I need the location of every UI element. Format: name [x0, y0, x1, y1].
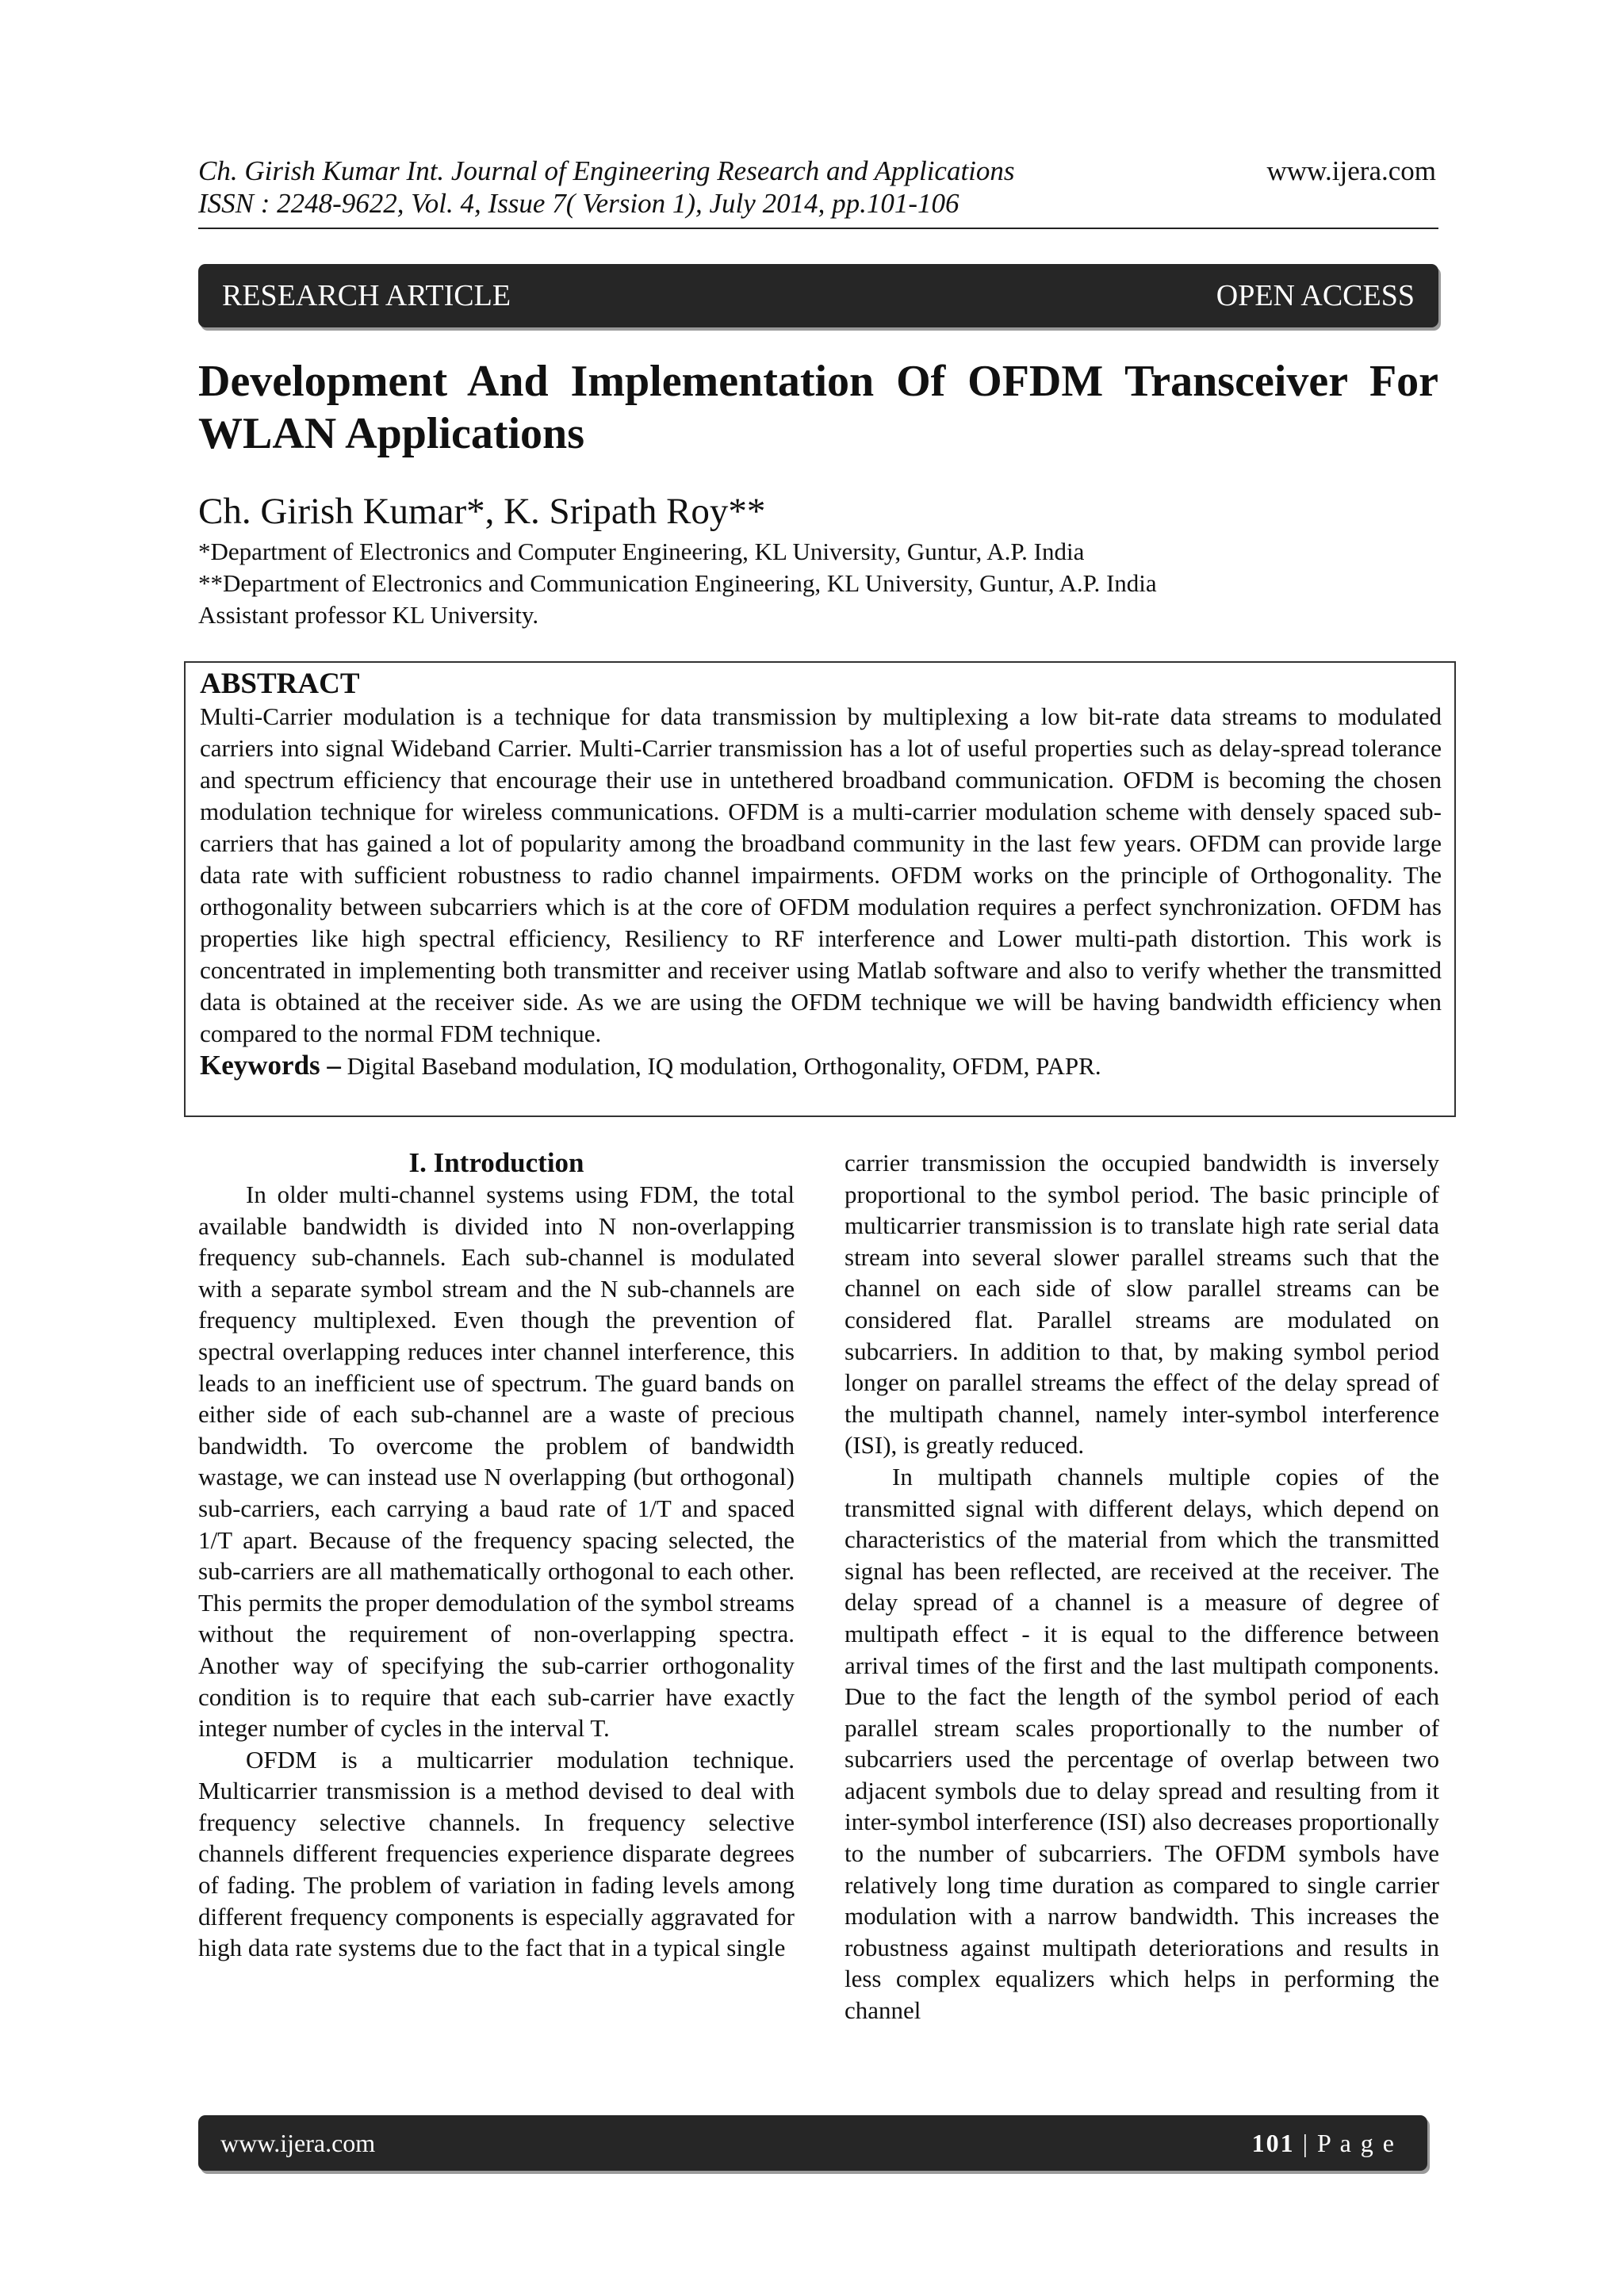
- article-type-label: RESEARCH ARTICLE: [222, 279, 511, 312]
- journal-citation-line1: Ch. Girish Kumar Int. Journal of Engineering Research and Applications: [198, 155, 1015, 186]
- affiliation-3: Assistant professor KL University.: [198, 601, 539, 629]
- page-indicator: [1252, 2129, 1396, 2158]
- affiliation-2: **Department of Electronics and Communication Engineering, KL University, Guntur, A.P. India: [198, 569, 1157, 597]
- article-type-banner: [198, 264, 1438, 327]
- abstract-text: Multi-Carrier modulation is a technique for data transmission by multiplexing a low bit-rate data streams to modulated carriers into signal Wideband Carrier. Multi-Carrier transmission has a lot of useful properties such as delay-spread tolerance and spectrum efficiency that encourage their use in untethered broadband communication. OFDM is becoming the chosen modulation technique for wireless communications. OFDM is a multi-carrier modulation scheme with densely spaced sub-carriers that has gained a lot of popularity among the broadband community in the last few years. OFDM can provide large data rate with sufficient robustness to radio channel impairments. OFDM works on the principle of Orthogonality. The orthogonality between subcarriers which is at the core of OFDM modulation requires a perfect synchronization. OFDM has properties like high spectral efficiency, Resiliency to RF interference and Lower multi-path distortion. This work is concentrated in implementing both transmitter and receiver using Matlab software and also to verify whether the transmitted data is obtained at the receiver side. As we are using the OFDM technique we will be having bandwidth efficiency when compared to the normal FDM technique.: [200, 702, 1442, 1047]
- abstract-box: [184, 661, 1456, 1117]
- header-divider: [198, 228, 1438, 229]
- footer-url[interactable]: www.ijera.com: [220, 2128, 376, 2157]
- abstract-heading: ABSTRACT: [200, 668, 360, 700]
- left-column: [198, 1147, 795, 1964]
- page-number: 101: [1251, 2128, 1295, 2157]
- author-list: Ch. Girish Kumar*, K. Sripath Roy**: [198, 491, 766, 532]
- journal-citation-line2: ISSN : 2248-9622, Vol. 4, Issue 7( Version 1), July 2014, pp.101-106: [198, 188, 959, 219]
- keywords-label: Keywords –: [200, 1050, 341, 1081]
- keywords-line: [200, 1050, 1442, 1082]
- right-column: [845, 1147, 1439, 2026]
- paper-title: Development And Implementation Of OFDM Transceiver For WLAN Applications: [198, 357, 1438, 458]
- intro-paragraph-2: OFDM is a multicarrier modulation technique. Multicarrier transmission is a method devised to deal with frequency selective channels. In frequency selective channels different frequencies experience disparate degrees of fading. The problem of variation in fading levels among different frequency components is especially aggravated for high data rate systems due to the fact that in a typical single: [198, 1745, 795, 1962]
- journal-url[interactable]: www.ijera.com: [1266, 155, 1436, 186]
- affiliation-1: *Department of Electronics and Computer Engineering, KL University, Guntur, A.P. India: [198, 538, 1085, 565]
- intro-paragraph-3: carrier transmission the occupied bandwidth is inversely proportional to the symbol period. The basic principle of multicarrier transmission is to translate high rate serial data stream into several slower parallel streams such that the channel on each side of slow parallel streams can be considered flat. Parallel streams are modulated on subcarriers. In addition to that, by making symbol period longer on parallel streams the effect of the delay spread of the multipath channel, namely inter-symbol interference (ISI), is greatly reduced.: [845, 1149, 1439, 1460]
- page-footer: [198, 2115, 1427, 2171]
- access-type-label: OPEN ACCESS: [1216, 279, 1415, 312]
- page-label: | P a g e: [1294, 2128, 1396, 2157]
- intro-paragraph-1: In older multi-channel systems using FDM, the total available bandwidth is divided into N non-overlapping frequency sub-channels. Each sub-channel is modulated with a separate symbol stream and the N sub-channels are frequency multiplexed. Even though the prevention of spectral overlapping reduces inter channel interference, this leads to an inefficient use of spectrum. The guard bands on either side of each sub-channel are a waste of precious bandwidth. To overcome the problem of bandwidth wastage, we can instead use N overlapping (but orthogonal) sub-carriers, each carrying a baud rate of 1/T and spaced 1/T apart. Because of the frequency spacing selected, the sub-carriers are all mathematically orthogonal to each other. This permits the proper demodulation of the symbol streams without the requirement of non-overlapping spectra. Another way of specifying the sub-carrier orthogonality condition is to require that each sub-carrier have exactly integer number of cycles in the interval T.: [198, 1181, 795, 1743]
- intro-paragraph-4: In multipath channels multiple copies of the transmitted signal with different delays, which depend on characteristics of the material from which the transmitted signal has been reflected, are received at the receiver. The delay spread of a channel is a measure of degree of multipath effect - it is equal to the difference between arrival times of the first and the last multipath components. Due to the fact the length of the symbol period of each parallel stream scales proportionally to the number of subcarriers used the percentage of overlap between two adjacent symbols due to delay spread and resulting from it inter-symbol interference (ISI) also decreases proportionally to the number of subcarriers. The OFDM symbols have relatively long time duration as compared to single carrier modulation with a narrow bandwidth. This increases the robustness against multipath deteriorations and results in less complex equalizers which helps in performing the channel: [845, 1462, 1439, 2025]
- section-heading-introduction: I. Introduction: [408, 1147, 584, 1178]
- keywords-text: Digital Baseband modulation, IQ modulation, Orthogonality, OFDM, PAPR.: [347, 1052, 1101, 1080]
